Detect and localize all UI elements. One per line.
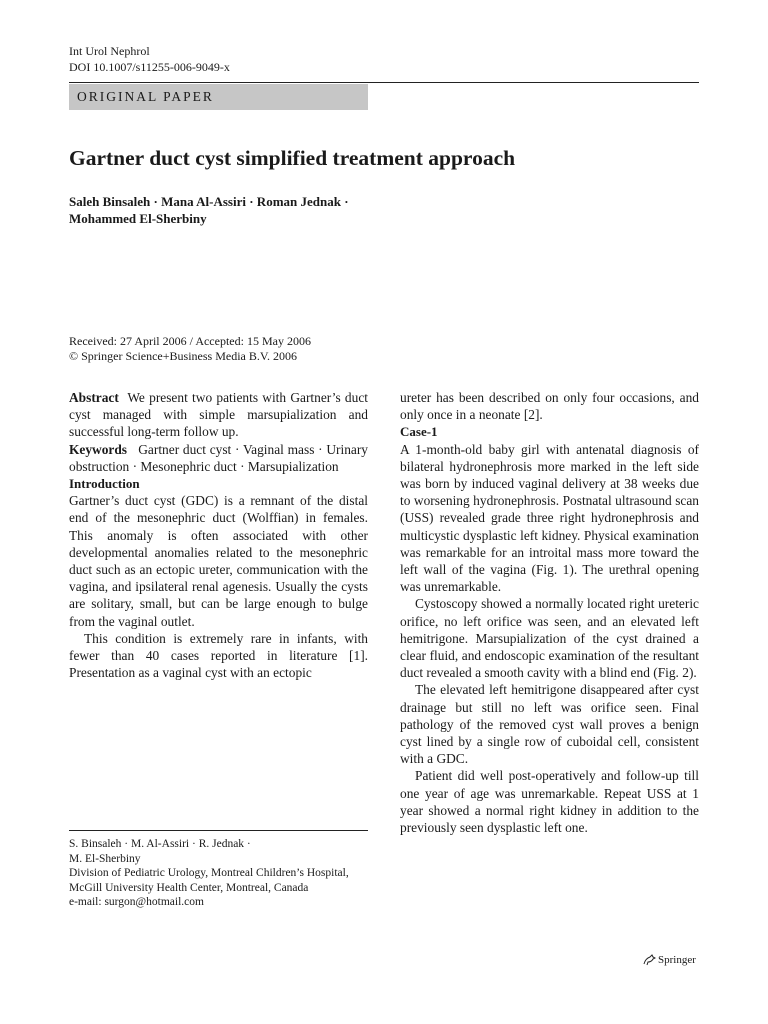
introduction-heading: Introduction xyxy=(69,476,140,492)
author-affiliation xyxy=(69,830,368,910)
left-column xyxy=(69,389,368,681)
keywords xyxy=(69,441,368,475)
right-column xyxy=(400,389,699,836)
copyright: © Springer Science+Business Media B.V. 2006 xyxy=(69,349,297,363)
affiliation-institution: Division of Pediatric Urology, Montreal Children’s Hospital, McGill University Health Center, Montreal, Canada xyxy=(69,867,349,894)
paper-type-banner: ORIGINAL PAPER xyxy=(69,84,368,110)
affiliation-email[interactable]: e-mail: surgon@hotmail.com xyxy=(69,896,204,908)
introduction-paragraph-2-continued: ureter has been described on only four occasions, and only once in a neonate [2]. xyxy=(400,390,699,423)
case1-paragraph-4: Patient did well post-operatively and follow-up till one year of age was unremarkable. Repeat USS at 1 year showed a normal right kidney in addition to the previously seen dysplastic left one. xyxy=(400,768,699,836)
affiliation-authors-1: S. Binsaleh · M. Al-Assiri · R. Jednak · xyxy=(69,838,251,850)
affiliation-authors-2: M. El-Sherbiny xyxy=(69,852,141,865)
doi[interactable]: DOI 10.1007/s11255-006-9049-x xyxy=(69,60,230,74)
author-list xyxy=(69,193,409,227)
authors-line-2: Mohammed El-Sherbiny xyxy=(69,211,207,226)
introduction-paragraph-2: This condition is extremely rare in infants, with fewer than 40 cases reported in literature [1]. Presentation as a vaginal cyst with an ectopic xyxy=(69,630,368,681)
keywords-label: Keywords xyxy=(69,441,128,457)
header-divider xyxy=(69,82,699,83)
springer-horse-icon xyxy=(642,954,656,966)
paper-title: Gartner duct cyst simplified treatment approach xyxy=(69,146,516,170)
case1-paragraph-1: A 1-month-old baby girl with antenatal diagnosis of bilateral hydronephrosis more marked in the left side was born by induced vaginal delivery at 38 weeks due to worsening hydronephrosis. Postnatal ultrasound scan (USS) revealed grade three right hydronephrosis and multicystic dysplastic left kidney. Physical examination was remarkable for an introital mass more toward the left wall of the vagina (Fig. 1). The urethral opening was unremarkable. xyxy=(400,441,699,595)
received-accepted: Received: 27 April 2006 / Accepted: 15 May 2006 xyxy=(69,334,311,348)
publisher-name: Springer xyxy=(658,954,696,966)
abstract-text: We present two patients with Gartner’s duct cyst managed with simple marsupialization and successful long-term follow up. xyxy=(69,390,368,440)
case1-paragraph-3: The elevated left hemitrigone disappeared after cyst drainage but still no left was orifice seen. Final pathology of the removed cyst wall proves a benign cyst lined by a single row of cuboidal cell, consistent with a GDC. xyxy=(400,682,699,767)
journal-name: Int Urol Nephrol xyxy=(69,44,150,58)
case1-heading: Case-1 xyxy=(400,424,438,440)
case1-paragraph-2: Cystoscopy showed a normally located right ureteric orifice, no left orifice was seen, and an elevated left hemitrigone. Marsupialization of the cyst drained a clear fluid, and endoscopic examination of the resultant duct revealed a smooth cavity with a blind end (Fig. 2). xyxy=(400,596,699,681)
introduction-paragraph-1: Gartner’s duct cyst (GDC) is a remnant of the distal end of the mesonephric duct (Wolffian) in females. This anomaly is often associated with other developmental anomalies related to the mesonephric duct such as an ectopic ureter, communication with the vagina, and ipsilateral renal agenesis. Usually the cysts are solitary, small, but can be large enough to bulge from the vaginal outlet. xyxy=(69,493,368,629)
authors-line-1: Saleh Binsaleh · Mana Al-Assiri · Roman Jednak · xyxy=(69,194,349,209)
publication-dates xyxy=(69,334,311,364)
publisher-footer xyxy=(642,954,696,966)
journal-info xyxy=(69,43,230,75)
abstract xyxy=(69,389,368,441)
abstract-label: Abstract xyxy=(69,390,119,405)
keywords-text: Gartner duct cyst · Vaginal mass · Urinary obstruction · Mesonephric duct · Marsupialization xyxy=(69,441,368,474)
